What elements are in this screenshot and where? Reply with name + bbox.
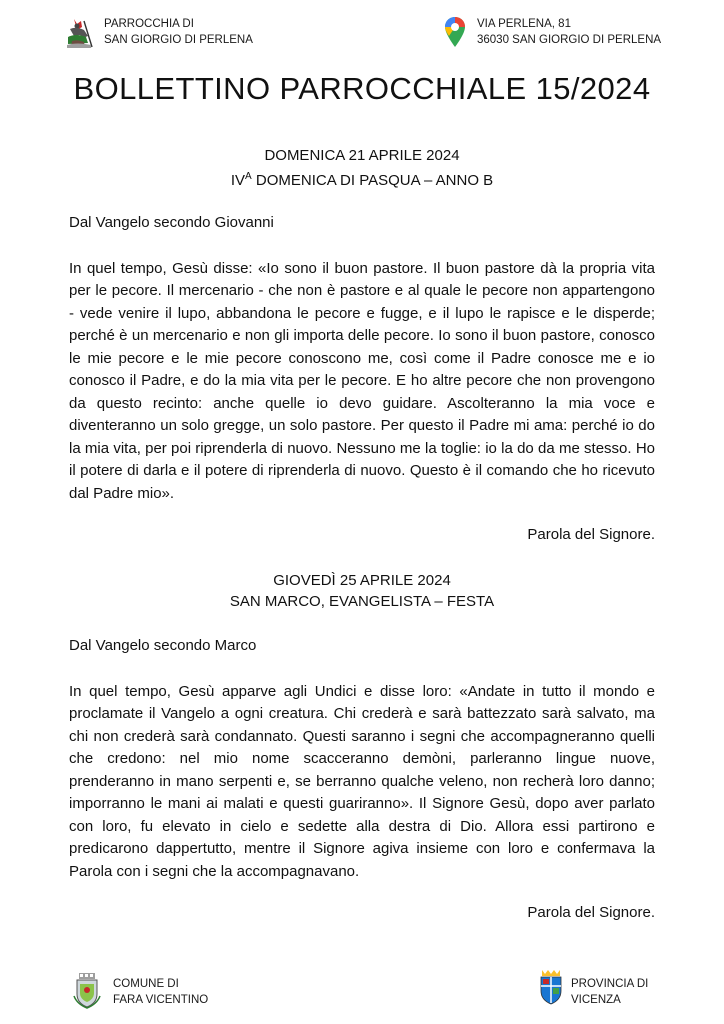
section1-source: Dal Vangelo secondo Giovanni xyxy=(69,214,274,231)
provincia-line-2: VICENZA xyxy=(571,993,621,1006)
section2-source: Dal Vangelo secondo Marco xyxy=(69,637,257,654)
section2-closing: Parola del Signore. xyxy=(527,904,655,921)
provincia-line-1: PROVINCIA DI xyxy=(571,978,649,990)
section1-heading xyxy=(0,145,724,191)
section1-subtitle-sup: A xyxy=(245,171,252,182)
comune-name xyxy=(113,977,208,1008)
address-line-1: VIA PERLENA, 81 xyxy=(477,18,571,30)
comune-crest xyxy=(72,972,102,1010)
section2-heading xyxy=(0,570,724,612)
section1-subtitle xyxy=(0,166,724,191)
parish-name xyxy=(104,17,253,48)
parish-line-1: PARROCCHIA DI xyxy=(104,18,194,30)
address-line-2: 36030 SAN GIORGIO DI PERLENA xyxy=(477,33,662,46)
section1-date: DOMENICA 21 APRILE 2024 xyxy=(264,147,460,164)
section2-date: GIOVEDÌ 25 APRILE 2024 xyxy=(273,572,451,589)
provincia-crest xyxy=(538,968,564,1006)
parish-logo xyxy=(64,15,96,51)
map-pin-icon xyxy=(444,16,466,48)
section1-gospel-text: In quel tempo, Gesù disse: «Io sono il buon pastore. Il buon pastore dà la propria vita per le pecore. Il mercenario - che non è pastore e al quale le pecore non appartengono - vede venire il lupo, abbandona le pecore e fugge, e il lupo le rapisce e le disperde; perché è un mercenario e non gli importa delle pecore. Io sono il buon pastore, conosco le mie pecore e le mie pecore conoscono me, così come il Padre conosce me e io conosco il Padre, e do la mia vita per le pecore. E ho altre pecore che non provengono da questo recinto: anche quelle io devo guidare. Ascolteranno la mia voce e diventeranno un solo gregge, un solo pastore. Per questo il Padre mi ama: perché io do la mia vita, per poi riprenderla di nuovo. Nessuno me la toglie: io la do da me stesso. Ho il potere di darla e il potere di riprenderla di nuovo. Questo è il comando che ho ricevuto dal Padre mio». xyxy=(69,260,655,502)
section1-closing: Parola del Signore. xyxy=(527,526,655,543)
section2-subtitle: SAN MARCO, EVANGELISTA – FESTA xyxy=(229,593,495,610)
section1-subtitle-pre: IV xyxy=(230,172,246,189)
section1-subtitle-post: DOMENICA DI PASQUA – ANNO B xyxy=(251,172,494,189)
parish-line-2: SAN GIORGIO DI PERLENA xyxy=(104,33,253,46)
comune-line-2: FARA VICENTINO xyxy=(113,993,209,1006)
page-title: BOLLETTINO PARROCCHIALE 15/2024 xyxy=(73,71,651,106)
section2-gospel-text: In quel tempo, Gesù apparve agli Undici e disse loro: «Andate in tutto il mondo e proclamate il Vangelo a ogni creatura. Chi crederà e sarà battezzato sarà salvato, ma chi non crederà sarà condannato. Questi saranno i segni che accompagneranno quelli che credono: nel mio nome scacceranno demòni, parleranno lingue nuove, prenderanno in mano serpenti e, se berranno qualche veleno, non recherà loro danno; imporranno le mani ai malati e questi guariranno». Il Signore Gesù, dopo aver parlato con loro, fu elevato in cielo e sedette alla destra di Dio. Allora essi partirono e predicarono dappertutto, mentre il Signore agiva insieme con loro e confermava la Parola con i segni che la accompagnavano. xyxy=(69,683,655,880)
parish-address xyxy=(477,17,661,48)
provincia-name xyxy=(571,977,648,1008)
comune-line-1: COMUNE DI xyxy=(113,978,179,990)
